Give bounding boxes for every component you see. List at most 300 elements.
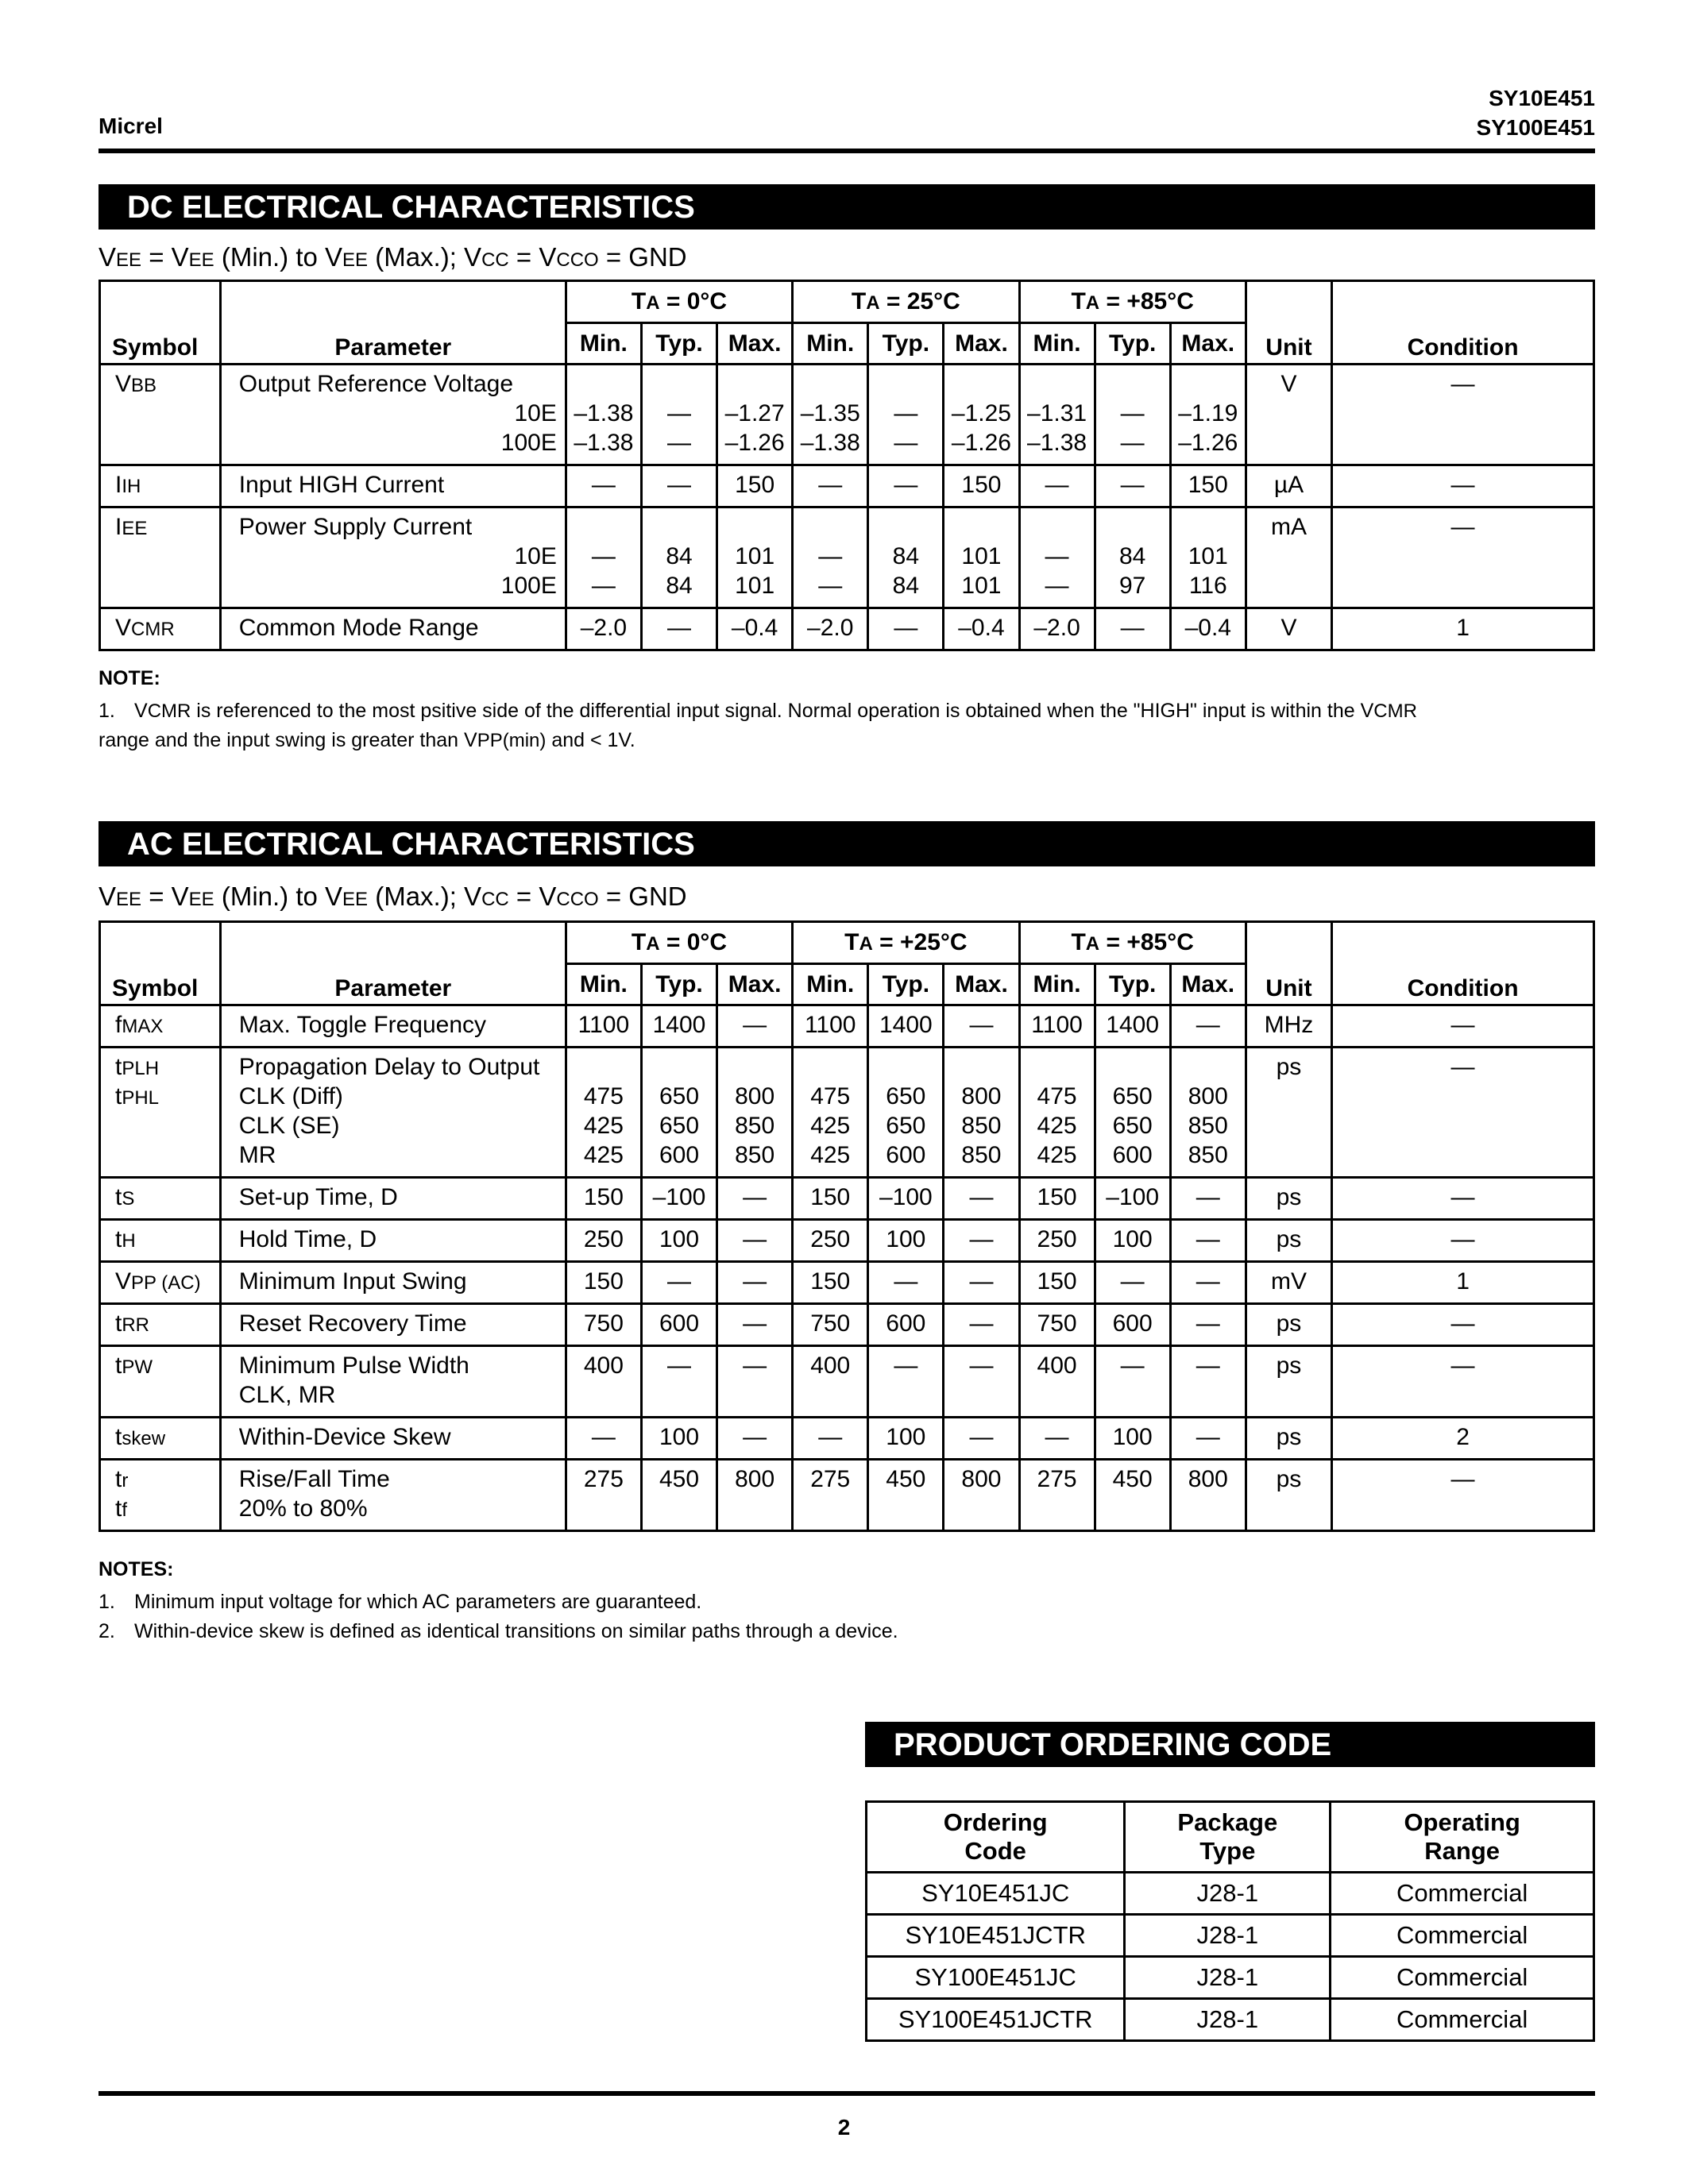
value-cell <box>1170 1418 1246 1460</box>
part-numbers <box>1477 83 1595 142</box>
value: 800 <box>961 1083 1002 1109</box>
value-cell <box>793 1304 868 1346</box>
value: 750 <box>1037 1310 1077 1337</box>
text-run: = 0°C <box>659 929 728 955</box>
value: — <box>818 573 843 599</box>
ordering-code-table <box>865 1800 1595 2042</box>
value-cell <box>1019 465 1095 507</box>
value: — <box>818 472 843 498</box>
value-cell <box>1019 1304 1095 1346</box>
condition-value: — <box>1450 1352 1475 1379</box>
value <box>1096 369 1169 399</box>
value: 425 <box>810 1113 851 1139</box>
ordering-cell: Commercial <box>1331 1873 1594 1915</box>
temperature-header <box>793 281 1019 323</box>
text-run: = GND <box>598 242 687 272</box>
ac-section-title: AC ELECTRICAL CHARACTERISTICS <box>98 821 1595 866</box>
value: 84 <box>666 573 693 599</box>
condition-value: 1 <box>1456 615 1470 641</box>
symbol-cell <box>100 1220 221 1262</box>
ac-characteristics-table <box>98 920 1595 1532</box>
value <box>944 1494 1018 1523</box>
value: — <box>1196 1184 1220 1210</box>
value-cell <box>717 1005 793 1048</box>
text-run: = V <box>508 882 557 911</box>
text-run: T <box>631 288 647 314</box>
dc-section-title: DC ELECTRICAL CHARACTERISTICS <box>98 184 1595 230</box>
value-cell <box>868 1220 944 1262</box>
value-cell <box>1019 1346 1095 1418</box>
condition-value: — <box>1450 514 1475 540</box>
text-run: T <box>1071 929 1086 955</box>
value: –1.27 <box>724 400 785 426</box>
value-cell <box>1170 365 1246 465</box>
condition-value: — <box>1450 1012 1475 1038</box>
value: 400 <box>583 1352 624 1379</box>
parameter-line: 100E <box>500 573 557 599</box>
value-cell <box>793 1460 868 1531</box>
value: –2.0 <box>807 615 854 641</box>
value-cell <box>868 365 944 465</box>
minmax-header: Max. <box>717 964 793 1005</box>
condition-value: — <box>1450 1054 1475 1080</box>
value: 100 <box>659 1424 700 1450</box>
parameter-cell <box>220 1346 566 1418</box>
ac-notes <box>98 1558 898 1646</box>
value-cell <box>868 1178 944 1220</box>
subscript-text: r <box>122 1470 129 1491</box>
symbol-cell <box>100 507 221 608</box>
value <box>718 1494 791 1523</box>
value: — <box>1120 1352 1145 1379</box>
header-line: Package <box>1177 1808 1278 1836</box>
unit-cell <box>1246 1005 1331 1048</box>
parameter-line: 100E <box>500 430 557 456</box>
note-line <box>98 1588 898 1617</box>
parameter-header: Parameter <box>220 922 566 1005</box>
text-run: t <box>115 1466 122 1492</box>
value-cell <box>1019 1005 1095 1048</box>
value <box>944 369 1018 399</box>
text-run: V <box>98 242 117 272</box>
unit-cell <box>1246 465 1331 507</box>
condition-header: Condition <box>1332 281 1594 365</box>
value-cell <box>566 465 641 507</box>
symbol-line <box>115 512 219 542</box>
value: 850 <box>1188 1113 1228 1139</box>
value-cell <box>1095 1346 1170 1418</box>
header-row <box>867 1802 1594 1873</box>
value-cell <box>1170 1220 1246 1262</box>
table-row <box>867 1999 1594 2041</box>
unit-cell <box>1246 1048 1331 1178</box>
condition-cell <box>1332 1304 1594 1346</box>
unit-cell <box>1246 1460 1331 1531</box>
value: — <box>969 1310 994 1337</box>
value <box>1021 369 1094 399</box>
temperature-header <box>793 922 1019 964</box>
value-cell <box>868 608 944 650</box>
value <box>869 512 942 542</box>
value-cell <box>641 465 717 507</box>
value: –1.31 <box>1027 400 1087 426</box>
subscript-text: CC <box>481 249 509 271</box>
subscript-text: PP(min) <box>477 730 547 751</box>
parameter-line: Reset Recovery Time <box>238 1310 467 1337</box>
value <box>1021 1380 1094 1410</box>
header-rule <box>98 149 1595 153</box>
condition-value: — <box>1450 1184 1475 1210</box>
value-cell <box>717 608 793 650</box>
value: 84 <box>892 573 920 599</box>
condition-cell <box>1332 1220 1594 1262</box>
table-row <box>100 1346 1594 1418</box>
value: — <box>818 543 843 569</box>
value: — <box>591 543 616 569</box>
text-run: t <box>115 1352 122 1379</box>
value <box>643 1494 716 1523</box>
parameter-cell <box>220 608 566 650</box>
value-cell <box>944 507 1019 608</box>
value: — <box>1045 543 1069 569</box>
unit-value: V <box>1280 371 1297 397</box>
value: — <box>743 1268 767 1295</box>
subscript-text: EE <box>116 249 142 271</box>
value: –100 <box>1106 1184 1160 1210</box>
value: — <box>818 1424 843 1450</box>
value-cell <box>1095 365 1170 465</box>
value: 800 <box>961 1466 1002 1492</box>
text-run: I <box>115 472 122 498</box>
symbol-line <box>115 1052 219 1082</box>
condition-cell <box>1332 1005 1594 1048</box>
value <box>1172 512 1245 542</box>
value: 600 <box>659 1310 700 1337</box>
value: — <box>667 472 691 498</box>
dc-characteristics-table <box>98 280 1595 651</box>
note-number: 2. <box>98 1620 115 1642</box>
minmax-header: Min. <box>793 964 868 1005</box>
text-run: = V <box>141 882 189 911</box>
minmax-header: Min. <box>793 323 868 365</box>
subscript-text: EE <box>116 889 142 910</box>
value: 100 <box>886 1226 926 1252</box>
ordering-header <box>1331 1802 1594 1873</box>
value-cell <box>944 1178 1019 1220</box>
value-cell <box>1095 1304 1170 1346</box>
value <box>1021 512 1094 542</box>
value: 650 <box>1112 1113 1153 1139</box>
symbol-line <box>115 1422 219 1452</box>
value <box>869 1380 942 1410</box>
value: 150 <box>810 1268 851 1295</box>
minmax-header: Min. <box>1019 323 1095 365</box>
unit-value: MHz <box>1264 1012 1314 1038</box>
text-run: I <box>115 514 122 540</box>
subscript-text: A <box>1085 292 1100 314</box>
value: 450 <box>659 1466 700 1492</box>
value <box>794 1380 867 1410</box>
value-cell <box>717 1460 793 1531</box>
value-cell <box>944 1346 1019 1418</box>
symbol-line <box>115 1267 219 1296</box>
subscript-text: H <box>122 1230 136 1252</box>
value: — <box>894 1268 918 1295</box>
unit-value: ps <box>1276 1466 1302 1492</box>
value-cell <box>641 608 717 650</box>
parameter-header: Parameter <box>220 281 566 365</box>
minmax-header: Min. <box>1019 964 1095 1005</box>
parameter-line: MR <box>238 1142 276 1168</box>
minmax-header: Max. <box>944 964 1019 1005</box>
value: 150 <box>961 472 1002 498</box>
value: 1400 <box>652 1012 706 1038</box>
header-line: Operating <box>1404 1808 1520 1836</box>
value: — <box>1045 472 1069 498</box>
parameter-line: Minimum Pulse Width <box>238 1352 469 1379</box>
text-run: = V <box>508 242 557 272</box>
subscript-text: A <box>859 933 873 955</box>
value: 400 <box>810 1352 851 1379</box>
value: — <box>1045 573 1069 599</box>
value: 100 <box>1112 1226 1153 1252</box>
value: 101 <box>1188 543 1228 569</box>
symbol-cell <box>100 365 221 465</box>
notes-title: NOTE: <box>98 667 160 689</box>
text-run: (Min.) to V <box>214 242 343 272</box>
condition-value: — <box>1450 1466 1475 1492</box>
value <box>718 1380 791 1410</box>
parameter-line: Propagation Delay to Output <box>238 1054 540 1080</box>
value: 100 <box>886 1424 926 1450</box>
value: — <box>1120 615 1145 641</box>
value-cell <box>566 1304 641 1346</box>
note-line <box>98 726 1417 755</box>
value-cell <box>641 365 717 465</box>
condition-cell <box>1332 608 1594 650</box>
symbol-line <box>115 1309 219 1338</box>
subscript-text: (AC) <box>156 1272 201 1294</box>
value <box>1172 1052 1245 1082</box>
unit-value: mA <box>1270 514 1307 540</box>
text-run: t <box>115 1054 122 1080</box>
value: — <box>591 573 616 599</box>
parameter-line: Minimum Input Swing <box>238 1268 467 1295</box>
text-run: = V <box>141 242 189 272</box>
value: –0.4 <box>1184 615 1231 641</box>
text-run: f <box>115 1012 122 1038</box>
subscript-text: BB <box>131 375 157 396</box>
value <box>1172 1494 1245 1523</box>
value-cell <box>1170 465 1246 507</box>
parameter-cell <box>220 1418 566 1460</box>
value: — <box>1196 1226 1220 1252</box>
parameter-cell <box>220 1048 566 1178</box>
minmax-header: Max. <box>944 323 1019 365</box>
text-run: t <box>115 1310 122 1337</box>
unit-value: V <box>1280 615 1297 641</box>
text-run: t <box>115 1083 122 1109</box>
text-run: = +85°C <box>1099 929 1194 955</box>
value: — <box>591 472 616 498</box>
text-run: T <box>1071 288 1086 314</box>
ac-test-conditions <box>98 882 687 912</box>
value: 250 <box>810 1226 851 1252</box>
value-cell <box>1095 465 1170 507</box>
value: 250 <box>1037 1226 1077 1252</box>
ordering-cell: Commercial <box>1331 1999 1594 2041</box>
value: 100 <box>1112 1424 1153 1450</box>
value-cell <box>868 1346 944 1418</box>
value-cell <box>944 1048 1019 1178</box>
value-cell <box>641 507 717 608</box>
minmax-header: Typ. <box>1095 964 1170 1005</box>
value: — <box>667 615 691 641</box>
value: 1100 <box>804 1012 856 1038</box>
value-cell <box>1170 1178 1246 1220</box>
table-row <box>100 1304 1594 1346</box>
parameter-line: Common Mode Range <box>238 615 479 641</box>
value: –1.38 <box>574 430 634 456</box>
minmax-header: Typ. <box>641 964 717 1005</box>
value-cell <box>566 365 641 465</box>
value <box>944 512 1018 542</box>
value-cell <box>717 1178 793 1220</box>
ordering-cell: SY100E451JC <box>867 1957 1125 1999</box>
value-cell <box>868 1418 944 1460</box>
symbol-line <box>115 1494 219 1523</box>
table-row <box>867 1915 1594 1957</box>
text-run: V <box>98 882 117 911</box>
value-cell <box>868 1460 944 1531</box>
temperature-header <box>566 281 792 323</box>
value: 650 <box>659 1083 700 1109</box>
text-run: = +85°C <box>1099 288 1194 314</box>
value: 84 <box>892 543 920 569</box>
value: 150 <box>583 1268 624 1295</box>
value: 850 <box>1188 1142 1228 1168</box>
company-name: Micrel <box>98 114 163 138</box>
unit-value: ps <box>1276 1424 1302 1450</box>
text-run: Within-device skew is defined as identical transitions on similar paths through a device. <box>134 1620 898 1642</box>
header-line: Range <box>1424 1837 1501 1865</box>
unit-cell <box>1246 1418 1331 1460</box>
symbol-cell <box>100 1005 221 1048</box>
text-run: V <box>134 700 148 722</box>
value-cell <box>566 1346 641 1418</box>
subscript-text: PW <box>122 1356 153 1378</box>
value-cell <box>793 1262 868 1304</box>
value <box>869 1494 942 1523</box>
value <box>869 1052 942 1082</box>
value <box>1172 1380 1245 1410</box>
value-cell <box>793 1346 868 1418</box>
value-cell <box>1019 1460 1095 1531</box>
value-cell <box>868 1262 944 1304</box>
value-cell <box>793 507 868 608</box>
value: — <box>1045 1424 1069 1450</box>
value-cell <box>1095 1262 1170 1304</box>
symbol-line <box>115 1183 219 1212</box>
parameter-line: 20% to 80% <box>238 1495 368 1522</box>
unit-value: mV <box>1270 1268 1307 1295</box>
value-cell <box>1019 1048 1095 1178</box>
value: 275 <box>1037 1466 1077 1492</box>
subscript-text: A <box>646 933 660 955</box>
condition-cell <box>1332 1178 1594 1220</box>
value <box>1021 1052 1094 1082</box>
value-cell <box>944 1304 1019 1346</box>
unit-cell <box>1246 1262 1331 1304</box>
parameter-line: Max. Toggle Frequency <box>238 1012 487 1038</box>
value-cell <box>944 608 1019 650</box>
text-run: range and the input swing is greater than V <box>98 729 477 751</box>
unit-cell <box>1246 608 1331 650</box>
value-cell <box>868 1304 944 1346</box>
value-cell <box>944 365 1019 465</box>
parameter-cell <box>220 1178 566 1220</box>
condition-header: Condition <box>1332 922 1594 1005</box>
value-cell <box>641 1178 717 1220</box>
value: 425 <box>1037 1142 1077 1168</box>
minmax-header: Max. <box>1170 964 1246 1005</box>
ordering-header <box>1125 1802 1331 1873</box>
value-cell <box>868 1048 944 1178</box>
subscript-text: EE <box>122 518 148 539</box>
ordering-cell: SY100E451JCTR <box>867 1999 1125 2041</box>
value-cell <box>717 1220 793 1262</box>
table-row <box>100 465 1594 507</box>
condition-value: — <box>1450 371 1475 397</box>
text-run: is referenced to the most psitive side of the differential input signal. Normal operation is obtained when the "HIGH" input is within the V <box>191 700 1374 722</box>
subscript-text: CMR <box>1373 700 1417 722</box>
symbol-cell <box>100 1262 221 1304</box>
value: 650 <box>1112 1083 1153 1109</box>
value: –1.19 <box>1178 400 1238 426</box>
value-cell <box>944 1460 1019 1531</box>
value: 850 <box>961 1113 1002 1139</box>
subscript-text: PHL <box>122 1087 160 1109</box>
unit-cell <box>1246 1220 1331 1262</box>
value <box>718 1052 791 1082</box>
text-run: (Max.); V <box>368 882 482 911</box>
subscript-text: A <box>1085 933 1100 955</box>
value: 650 <box>659 1113 700 1139</box>
value-cell <box>1170 507 1246 608</box>
value <box>567 512 640 542</box>
value: 150 <box>583 1184 624 1210</box>
value-cell <box>1170 1262 1246 1304</box>
value-cell <box>1170 608 1246 650</box>
value-cell <box>944 465 1019 507</box>
value: 750 <box>583 1310 624 1337</box>
value: –2.0 <box>580 615 628 641</box>
value-cell <box>566 1178 641 1220</box>
text-run: and < 1V. <box>546 729 635 751</box>
value-cell <box>944 1005 1019 1048</box>
condition-value: 1 <box>1456 1268 1470 1295</box>
parameter-line: CLK, MR <box>238 1382 336 1408</box>
parameter-cell <box>220 465 566 507</box>
subscript-text: CMR <box>131 619 175 640</box>
ordering-section-title: PRODUCT ORDERING CODE <box>865 1722 1595 1767</box>
value: –1.25 <box>951 400 1011 426</box>
parameter-cell <box>220 1460 566 1531</box>
value: 100 <box>659 1226 700 1252</box>
unit-cell <box>1246 1178 1331 1220</box>
value: — <box>743 1310 767 1337</box>
symbol-line <box>115 470 219 500</box>
